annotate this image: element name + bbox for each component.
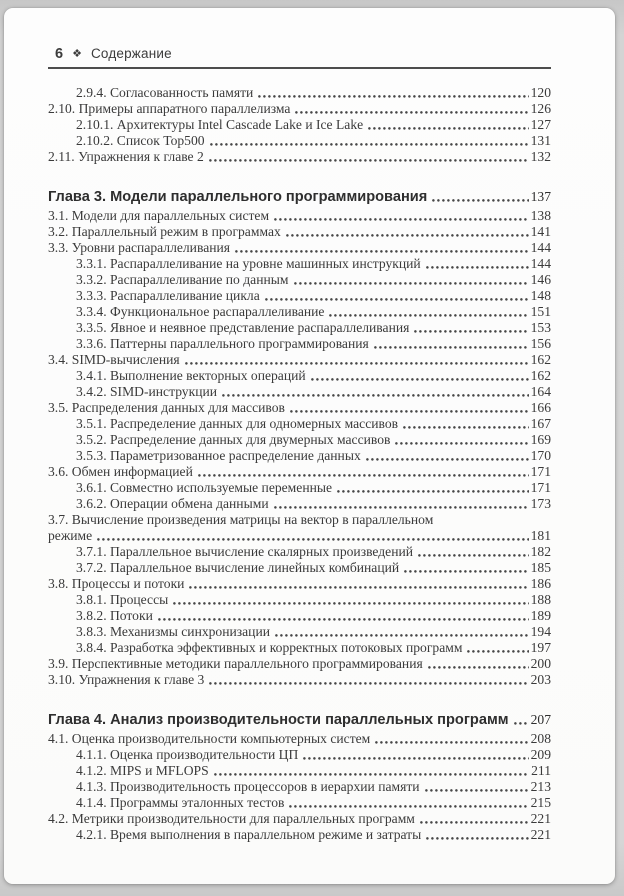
toc-entry [48,384,551,400]
entry-page-number: 141 [530,224,551,239]
entry-title: 2.10. Примеры аппаратного параллелизма [48,101,291,116]
entry-page-number: 221 [530,827,551,842]
entry-title: 3.10. Упражнения к главе 3 [48,672,205,687]
dot-leader [157,608,529,624]
toc-entry [48,464,551,480]
entry-page-number: 153 [530,320,551,335]
dot-leader [172,592,528,608]
dot-leader [302,747,528,763]
entry-title: 3.3. Уровни распараллеливания [48,240,231,255]
entry-page-number: 221 [530,811,551,826]
entry-title: 2.10.2. Список Top500 [76,133,205,148]
header-rule [48,67,551,69]
dot-leader [402,416,529,432]
entry-title: 3.5. Распределения данных для массивов [48,400,285,415]
entry-page-number: 127 [530,117,551,132]
entry-title: 3.4. SIMD-вычисления [48,352,180,367]
dot-leader [413,320,528,336]
entry-title: 3.8.4. Разработка эффективных и корректных потоковых программ [76,640,463,655]
toc-entry [48,208,551,224]
dot-leader [285,224,529,240]
entry-title: 3.6.2. Операции обмена данными [76,496,269,511]
toc-entry [48,320,551,336]
entry-page-number: 215 [530,795,551,810]
entry-page-number: 200 [530,656,551,671]
entry-page-number: 208 [530,731,551,746]
entry-title: 3.1. Модели для параллельных систем [48,208,270,223]
entry-title: 4.2.1. Время выполнения в параллельном режиме и затраты [76,827,422,842]
toc-entry [48,400,551,416]
dot-leader [273,496,529,512]
entry-title: 3.8.1. Процессы [76,592,169,607]
entry-title: 3.2. Параллельный режим в программах [48,224,281,239]
dot-leader [188,576,528,592]
entry-page-number: 156 [530,336,551,351]
toc-entry [48,288,551,304]
dot-leader [208,672,528,688]
entry-title: 2.9.4. Согласованность памяти [76,85,254,100]
entry-page-number: 211 [531,763,551,778]
dot-leader [208,149,529,165]
toc-entry [48,256,551,272]
entry-title: 3.5.3. Параметризованное распределение данных [76,448,361,463]
dot-leader [365,448,529,464]
entry-page-number: 171 [530,464,551,479]
entry-page-number: 166 [530,400,551,415]
entry-page-number: 148 [530,288,551,303]
dot-leader [403,560,528,576]
chapter-page-number: 137 [530,189,551,204]
dot-leader [273,208,529,224]
toc-entry [48,480,551,496]
toc-entry [48,544,551,560]
entry-title: 2.11. Упражнения к главе 2 [48,149,204,164]
entry-page-number: 169 [530,432,551,447]
entry-page-number: 203 [530,672,551,687]
toc-entry [48,336,551,352]
toc-entry [48,512,551,528]
toc-entry [48,624,551,640]
entry-title: 3.8.3. Механизмы синхронизации [76,624,271,639]
entry-page-number: 138 [530,208,551,223]
entry-title: 3.7.2. Параллельное вычисление линейных комбинаций [76,560,400,575]
entry-page-number: 146 [530,272,551,287]
toc-entry [48,224,551,240]
toc [48,85,551,843]
dot-leader [424,779,529,795]
dot-leader [427,656,529,672]
entry-page-number: 186 [530,576,551,591]
entry-page-number: 162 [530,368,551,383]
running-header [48,46,551,62]
dot-leader [289,400,529,416]
toc-group [48,188,551,688]
entry-title: 3.7. Вычисление произведения матрицы на вектор в параллельном [48,512,434,527]
dot-leader [431,188,528,206]
toc-entry [48,747,551,763]
dot-leader [234,240,529,256]
toc-entry [48,811,551,827]
entry-page-number: 185 [530,560,551,575]
dot-leader [466,640,528,656]
entry-page-number: 194 [530,624,551,639]
entry-title: 3.8.2. Потоки [76,608,153,623]
dot-leader [257,85,528,101]
toc-entry [48,117,551,133]
entry-title: 4.1.1. Оценка производительности ЦП [76,747,299,762]
toc-entry [48,368,551,384]
chapter-title: Глава 3. Модели параллельного программирования [48,189,428,205]
dot-leader [328,304,528,320]
chapter-page-number: 207 [530,712,551,727]
toc-entry-continuation [48,528,551,544]
entry-title: 3.7.1. Параллельное вычисление скалярных произведений [76,544,414,559]
toc-entry [48,448,551,464]
entry-title: 3.5.2. Распределение данных для двумерных массивов [76,432,391,447]
dot-leader [417,544,529,560]
entry-page-number: 170 [530,448,551,463]
dot-leader [425,827,528,843]
toc-entry [48,731,551,747]
dot-leader [367,117,528,133]
dot-leader [336,480,529,496]
entry-page-number: 181 [530,528,551,543]
entry-title: 3.3.1. Распараллеливание на уровне машинных инструкций [76,256,421,271]
toc-entry [48,432,551,448]
toc-entry [48,149,551,165]
toc-entry [48,656,551,672]
entry-title: 2.10.1. Архитектуры Intel Cascade Lake и Ice Lake [76,117,364,132]
header-title: Содержание [90,46,172,61]
dot-leader [373,336,529,352]
toc-entry [48,272,551,288]
toc-entry [48,240,551,256]
toc-entry [48,763,551,779]
entry-page-number: 173 [530,496,551,511]
toc-entry [48,592,551,608]
entry-title: 3.3.4. Функциональное распараллеливание [76,304,325,319]
entry-title: 4.1.4. Программы эталонных тестов [76,795,285,810]
toc-entry [48,304,551,320]
chapter-heading [48,711,551,729]
entry-title: 3.3.3. Распараллеливание цикла [76,288,260,303]
toc-entry [48,827,551,843]
entry-page-number: 126 [530,101,551,116]
entry-title: 3.6.1. Совместно используемые переменные [76,480,333,495]
entry-page-number: 213 [530,779,551,794]
entry-page-number: 167 [530,416,551,431]
entry-page-number: 151 [530,304,551,319]
entry-title: 4.1.3. Производительность процессоров в иерархии памяти [76,779,420,794]
entry-page-number: 209 [530,747,551,762]
entry-page-number: 131 [530,133,551,148]
toc-entry [48,101,551,117]
dot-leader [374,731,528,747]
entry-title: 3.3.2. Распараллеливание по данным [76,272,289,287]
entry-title: 4.1.2. MIPS и MFLOPS [76,763,209,778]
dot-leader [96,528,528,544]
toc-entry [48,352,551,368]
entry-page-number: 162 [530,352,551,367]
entry-title: 3.3.5. Явное и неявное представление распараллеливания [76,320,410,335]
entry-page-number: 189 [530,608,551,623]
toc-entry [48,640,551,656]
entry-continuation-text: режиме [48,528,93,543]
toc-entry [48,779,551,795]
toc-group [48,85,551,165]
entry-title: 3.8. Процессы и потоки [48,576,185,591]
toc-entry [48,85,551,101]
dot-leader [264,288,529,304]
entry-title: 4.2. Метрики производительности для параллельных программ [48,811,415,826]
dot-leader [310,368,529,384]
entry-title: 3.9. Перспективные методики параллельного программирования [48,656,423,671]
toc-entry [48,560,551,576]
header-page-number: 6 [55,46,64,62]
entry-title: 3.4.2. SIMD-инструкции [76,384,218,399]
chapter-title: Глава 4. Анализ производительности параллельных программ [48,712,509,728]
dot-leader [294,101,528,117]
book-page [4,8,615,884]
toc-entry [48,672,551,688]
entry-page-number: 171 [530,480,551,495]
entry-title: 3.6. Обмен информацией [48,464,193,479]
dot-leader [419,811,529,827]
dot-leader [293,272,529,288]
dot-leader [213,763,529,779]
entry-title: 3.4.1. Выполнение векторных операций [76,368,306,383]
toc-entry [48,608,551,624]
toc-entry [48,576,551,592]
dot-leader [197,464,529,480]
entry-page-number: 132 [530,149,551,164]
toc-group [48,711,551,843]
entry-page-number: 120 [530,85,551,100]
toc-entry [48,795,551,811]
entry-page-number: 144 [530,240,551,255]
toc-entry [48,496,551,512]
entry-page-number: 144 [530,256,551,271]
dot-leader [274,624,529,640]
chapter-heading [48,188,551,206]
entry-title: 3.3.6. Паттерны параллельного программирования [76,336,369,351]
dot-leader [394,432,528,448]
dot-leader [425,256,529,272]
entry-page-number: 164 [530,384,551,399]
dot-leader [513,711,529,729]
entry-title: 4.1. Оценка производительности компьютерных систем [48,731,371,746]
diamond-icon: ❖ [72,48,82,60]
entry-page-number: 182 [530,544,551,559]
entry-title: 3.5.1. Распределение данных для одномерных массивов [76,416,399,431]
toc-entry [48,133,551,149]
dot-leader [288,795,528,811]
entry-page-number: 197 [530,640,551,655]
dot-leader [184,352,529,368]
toc-entry [48,416,551,432]
entry-page-number: 188 [530,592,551,607]
dot-leader [209,133,529,149]
dot-leader [221,384,529,400]
